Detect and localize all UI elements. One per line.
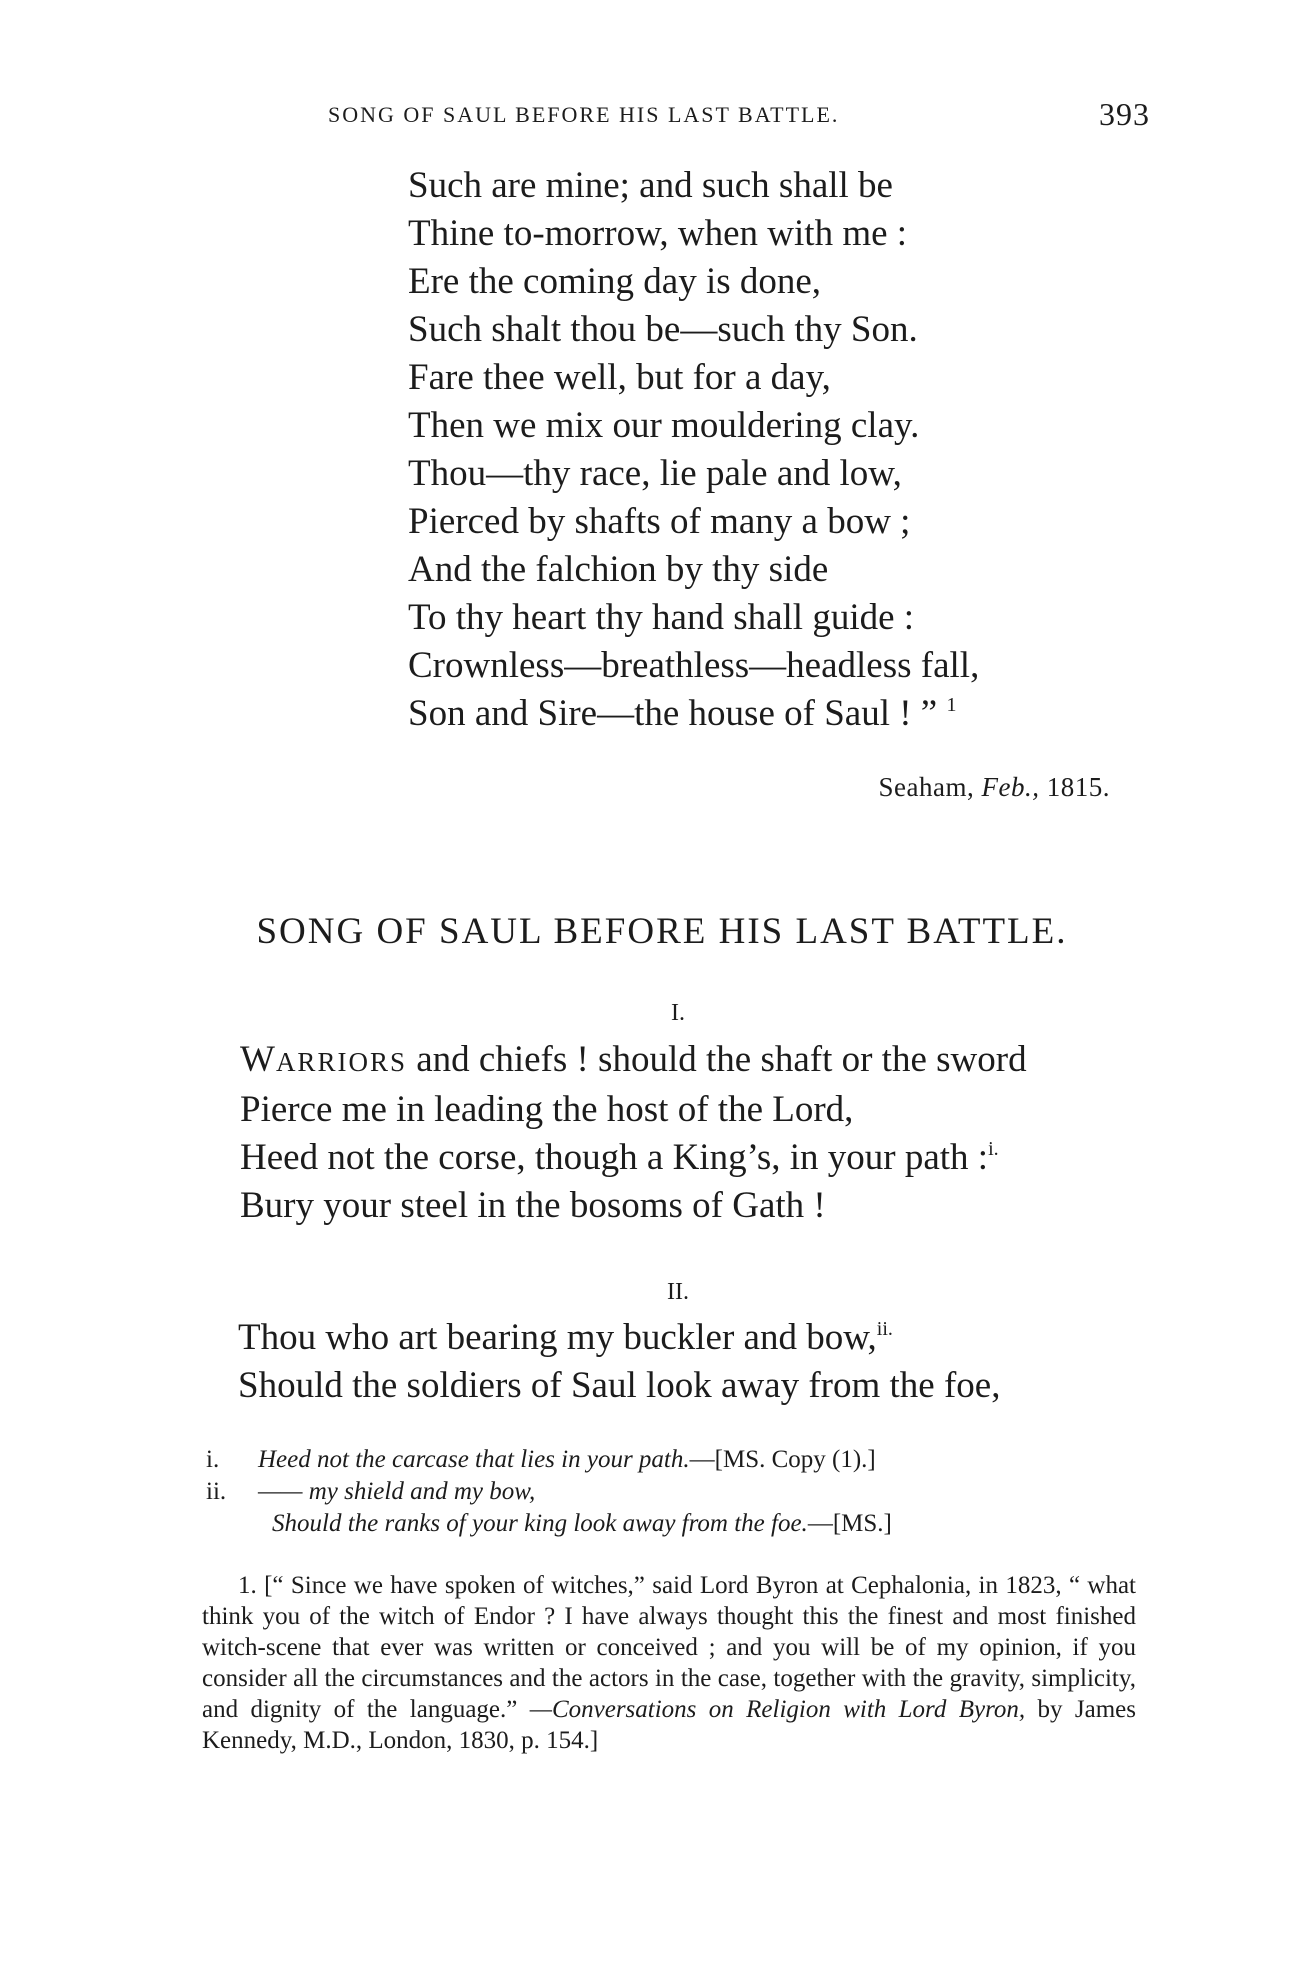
running-title: SONG OF SAUL BEFORE HIS LAST BATTLE. [328, 102, 840, 127]
verse-line: Crownless—breathless—headless fall, [408, 645, 980, 686]
footnote [202, 1570, 1136, 1756]
footnote-number: 1. [238, 1572, 257, 1599]
verse-line: Pierced by shafts of many a bow ; [408, 501, 911, 542]
verse-line: To thy heart thy hand shall guide : [408, 597, 915, 638]
dateline-year: 1815. [1046, 772, 1110, 802]
drop-initial: W [240, 1039, 276, 1080]
verse-line-text: and chiefs ! should the shaft or the sword [406, 1039, 1027, 1080]
variant-ref: i. [988, 1138, 999, 1160]
variant-row [206, 1476, 1126, 1508]
verse-line: Bury your steel in the bosoms of Gath ! [240, 1185, 826, 1226]
stanza-1 [240, 1036, 1027, 1230]
dateline-place: Seaham, [878, 772, 975, 802]
verse-line: Such are mine; and such shall be [408, 165, 893, 206]
poem-title: SONG OF SAUL BEFORE HIS LAST BATTLE. [256, 911, 1068, 952]
smallcaps-word: ARRIORS [275, 1047, 407, 1077]
variant-row [206, 1444, 1126, 1476]
dateline-month: Feb., [981, 772, 1040, 802]
verse-line-text: Thou who art bearing my buckler and bow, [238, 1317, 877, 1358]
footnote-text: [“ Since we have spoken of witches,” said Lord Byron at Cephalonia, in 1823, “ what think you of the witch of Endor ? I have always thought this the finest and most finished witch-scene that ever was written or conceived ; and you will be of my opinion, if you consider all the circumstances and the actors in the case, together with the gravity, simplicity, and dignity of the language.” [202, 1572, 1136, 1723]
verse-line: Then we mix our mouldering clay. [408, 405, 920, 446]
variant-row [206, 1508, 1126, 1540]
verse-line: And the falchion by thy side [408, 549, 829, 590]
footnote-citation: —Conversations on Religion with Lord Byron, [529, 1696, 1026, 1723]
variant-label: i. [206, 1446, 220, 1473]
verse-line: Fare thee well, but for a day, [408, 357, 831, 398]
verse-line-text: Heed not the corse, though a King’s, in your path : [240, 1137, 989, 1178]
running-head [328, 96, 1150, 136]
verse-line: Thine to-morrow, when with me : [408, 213, 908, 254]
variant-text: —— my shield and my bow, [258, 1478, 536, 1505]
dateline [879, 772, 1110, 803]
variant-source: —[MS. Copy (1).] [689, 1446, 876, 1473]
verse-line: Such shalt thou be—such thy Son. [408, 309, 918, 350]
verse-line: Should the soldiers of Saul look away from the foe, [238, 1365, 1001, 1406]
poem-continued [408, 162, 979, 738]
variant-readings [206, 1444, 1126, 1540]
variant-text: Heed not the carcase that lies in your path. [258, 1446, 690, 1473]
verse-line [240, 1134, 1027, 1182]
verse-line: Ere the coming day is done, [408, 261, 822, 302]
verse-line [240, 1036, 1027, 1086]
footnote-ref: 1 [946, 694, 957, 716]
variant-text: Should the ranks of your king look away from the foe. [272, 1510, 808, 1537]
footnote-text: by James Kennedy, M.D., London, 1830, p. 154.] [202, 1696, 1136, 1754]
variant-source: —[MS.] [807, 1510, 892, 1537]
verse-line [238, 1314, 1000, 1362]
verse-line-text: Son and Sire—the house of Saul ! ” [408, 693, 938, 734]
variant-ref: ii. [876, 1318, 893, 1340]
stanza-2 [238, 1314, 1000, 1410]
variant-label: ii. [206, 1478, 227, 1505]
verse-line: Pierce me in leading the host of the Lord, [240, 1089, 854, 1130]
stanza-number: II. [667, 1279, 689, 1305]
verse-line: Thou—thy race, lie pale and low, [408, 453, 902, 494]
page-number: 393 [1099, 96, 1150, 132]
verse-line-last [408, 690, 979, 738]
stanza-number: I. [671, 1000, 685, 1026]
